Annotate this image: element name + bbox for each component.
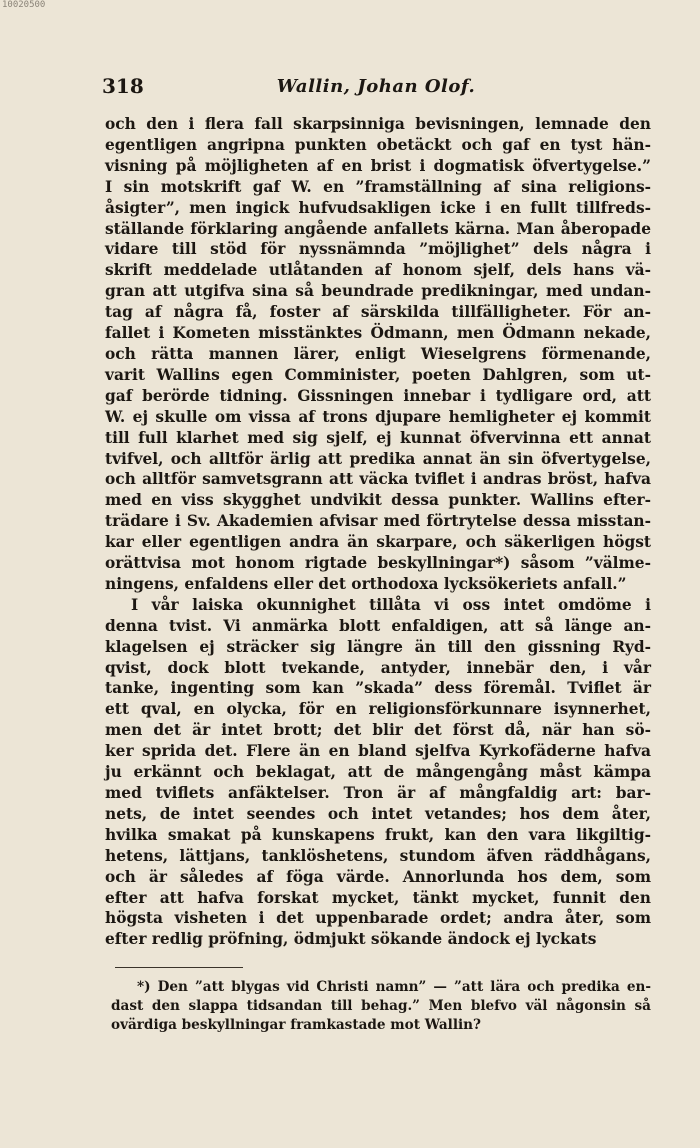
- text-line: trädare i Sv. Akademien afvisar med förtrytelse dessa misstan-: [105, 512, 651, 531]
- text-line: I sin motskrift gaf W. en ”framställning af sina religions-: [105, 177, 651, 196]
- text-line: hetens, lättjans, tanklöshetens, stundom äfven räddhågans,: [105, 846, 651, 865]
- text-line: och alltför samvetsgrann att väcka tviflet i andras bröst, hafva: [105, 470, 651, 489]
- text-line: ovärdiga beskyllningar framkastade mot Wallin?: [111, 1017, 481, 1033]
- text-line: ningens, enfaldens eller det orthodoxa lycksökeriets anfall.”: [105, 574, 627, 593]
- text-line: efter redlig pröfning, ödmjukt sökande ändock ej lyckats: [105, 930, 597, 949]
- text-line: I vår laiska okunnighet tillåta vi oss intet omdöme i: [131, 595, 651, 614]
- text-line: dast den slappa tidsandan till behag.” Men blefvo väl någonsin så: [111, 998, 651, 1014]
- text-line: tanke, ingenting som kan ”skada” dess föremål. Tviflet är: [105, 679, 651, 698]
- text-line: gaf berörde tidning. Gissningen innebar i tydligare ord, att: [105, 386, 651, 405]
- text-line: denna tvist. Vi anmärka blott enfaldigen, att så länge an-: [105, 616, 651, 635]
- text-line: vidare till stöd för nyssnämnda ”möjlighet” dels några i: [105, 240, 651, 259]
- text-line: qvist, dock blott tvekande, antyder, innebär den, i vår: [105, 658, 651, 677]
- text-line: egentligen angripna punkten obetäckt och gaf en tyst hän-: [105, 135, 651, 154]
- text-line: klagelsen ej sträcker sig längre än till den gissning Ryd-: [105, 637, 651, 656]
- page-number: 318: [102, 74, 144, 98]
- text-line: till full klarhet med sig sjelf, ej kunnat öfvervinna ett annat: [105, 428, 651, 447]
- footnote: [111, 978, 651, 1035]
- text-line: hvilka smakat på kunskapens frukt, kan den vara likgiltig-: [105, 825, 651, 844]
- text-line: nets, de intet seendes och intet vetandes; hos dem åter,: [105, 804, 651, 823]
- paragraph-1: [105, 114, 651, 595]
- body-text: [105, 114, 651, 950]
- text-line: W. ej skulle om vissa af trons djupare hemligheter ej kommit: [105, 407, 651, 426]
- text-line: orättvisa mot honom rigtade beskyllningar*) såsom ”välme-: [105, 554, 651, 573]
- page-header: [102, 74, 650, 100]
- text-line: *) Den ”att blygas vid Christi namn” — ”att lära och predika en-: [137, 979, 651, 995]
- text-line: med tviflets anfäktelser. Tron är af mångfaldig art: bar-: [105, 784, 651, 802]
- running-head: Wallin, Johan Olof.: [276, 76, 476, 97]
- text-line: visning på möjligheten af en brist i dogmatisk öfvertygelse.”: [105, 156, 651, 175]
- text-line: skrift meddelade utlåtanden af honom sjelf, dels hans vä-: [105, 261, 651, 280]
- text-line: fallet i Kometen misstänktes Ödmann, men Ödmann nekade,: [105, 324, 651, 343]
- text-line: högsta visheten i det uppenbarade ordet; andra åter, som: [105, 909, 651, 928]
- text-line: gran att utgifva sina så beundrade predikningar, med undan-: [105, 282, 651, 301]
- text-line: ställande förklaring angående anfallets kärna. Man åberopade: [105, 219, 651, 238]
- text-line: ker sprida det. Flere än en bland sjelfva Kyrkofäderne hafva: [105, 742, 651, 761]
- text-line: efter att hafva forskat mycket, tänkt mycket, funnit den: [105, 888, 651, 907]
- text-line: ett qval, en olycka, för en religionsförkunnare isynnerhet,: [105, 700, 651, 719]
- text-line: och den i flera fall skarpsinniga bevisningen, lemnade den: [105, 115, 651, 133]
- text-line: åsigter”, men ingick hufvudsakligen icke i en fullt tillfreds-: [105, 198, 651, 217]
- text-line: tvifvel, och alltför ärlig att predika annat än sin öfvertygelse,: [105, 449, 651, 468]
- text-line: varit Wallins egen Comminister, poeten Dahlgren, som ut-: [105, 365, 651, 384]
- text-line: med en viss skygghet undvikit dessa punkter. Wallins efter-: [105, 491, 651, 510]
- text-line: men det är intet brott; det blir det först då, när han sö-: [105, 721, 651, 740]
- scan-id-mark: 10020500: [2, 0, 46, 10]
- text-line: ju erkännt och beklagat, att de mångengång måst kämpa: [105, 763, 651, 782]
- text-line: kar eller egentligen andra än skarpare, och säkerligen högst: [105, 533, 651, 552]
- footnote-rule: [115, 967, 243, 968]
- text-line: och rätta mannen lärer, enligt Wieselgrens förmenande,: [105, 344, 651, 363]
- text-line: tag af några få, foster af särskilda tillfälligheter. För an-: [105, 303, 651, 322]
- text-line: och är således af föga värde. Annorlunda hos dem, som: [105, 867, 651, 886]
- paragraph-2: [105, 595, 651, 950]
